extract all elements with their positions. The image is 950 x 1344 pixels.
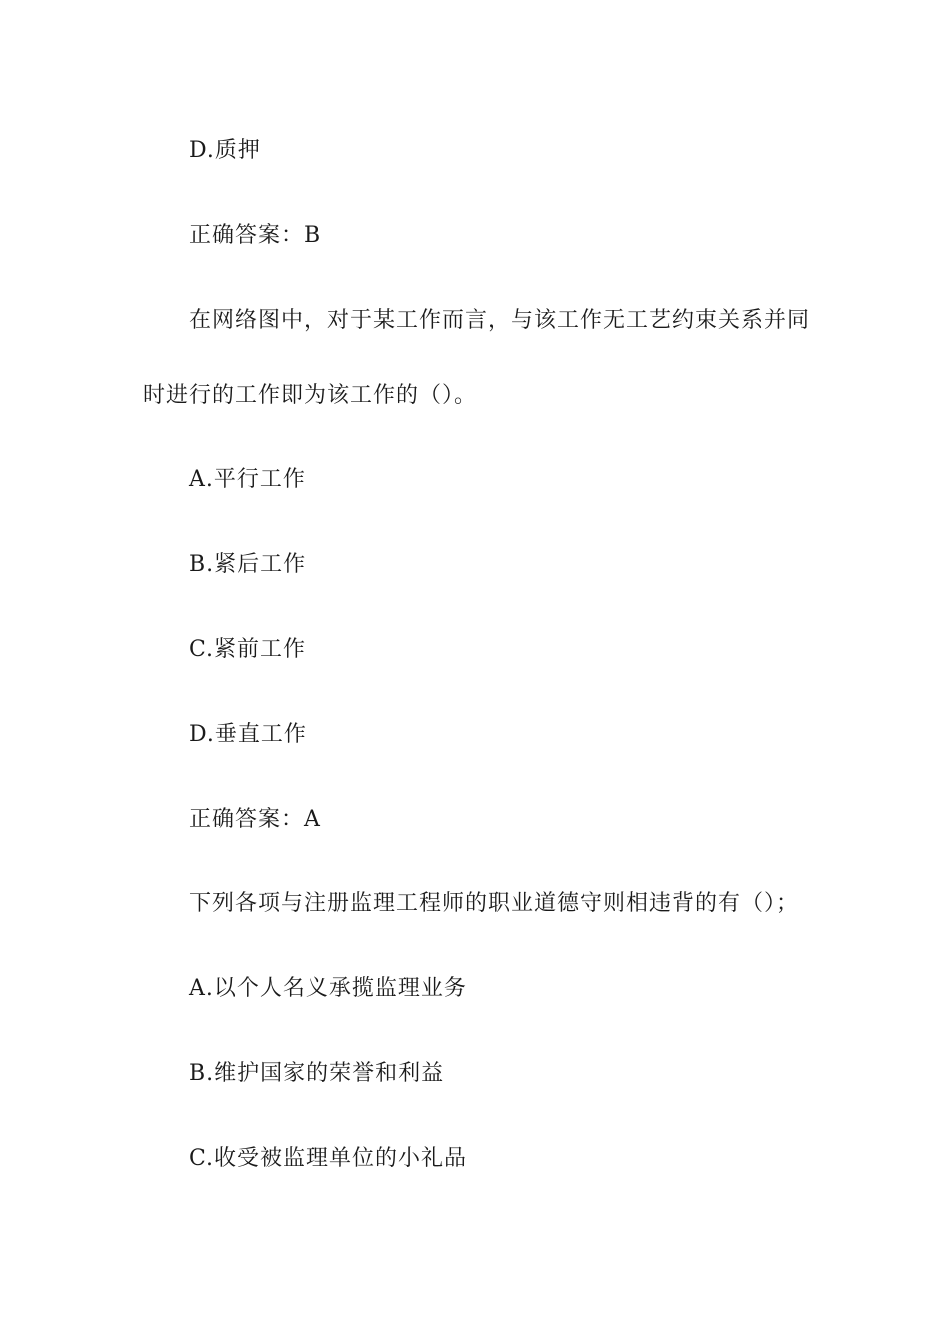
question-3-option-b: B.维护国家的荣誉和利益 [189,1061,445,1086]
question-2-stem-line-1: 在网络图中，对于某工作而言，与该工作无工艺约束关系并同 [189,308,811,333]
question-3-option-a: A.以个人名义承揽监理业务 [189,976,467,1001]
question-2-stem-line-2: 时进行的工作即为该工作的（）。 [143,383,478,408]
question-2-answer: 正确答案：A [189,807,321,832]
question-2-option-a: A.平行工作 [189,467,306,492]
question-2-option-d: D.垂直工作 [189,722,307,747]
question-2-option-b: B.紧后工作 [189,552,307,577]
question-3-stem: 下列各项与注册监理工程师的职业道德守则相违背的有（）； [189,891,800,916]
question-3-option-c: C.收受被监理单位的小礼品 [189,1146,468,1171]
question-2-option-c: C.紧前工作 [189,637,307,662]
prev-question-answer: 正确答案：B [189,223,322,248]
prev-question-option-d: D.质押 [189,138,261,163]
